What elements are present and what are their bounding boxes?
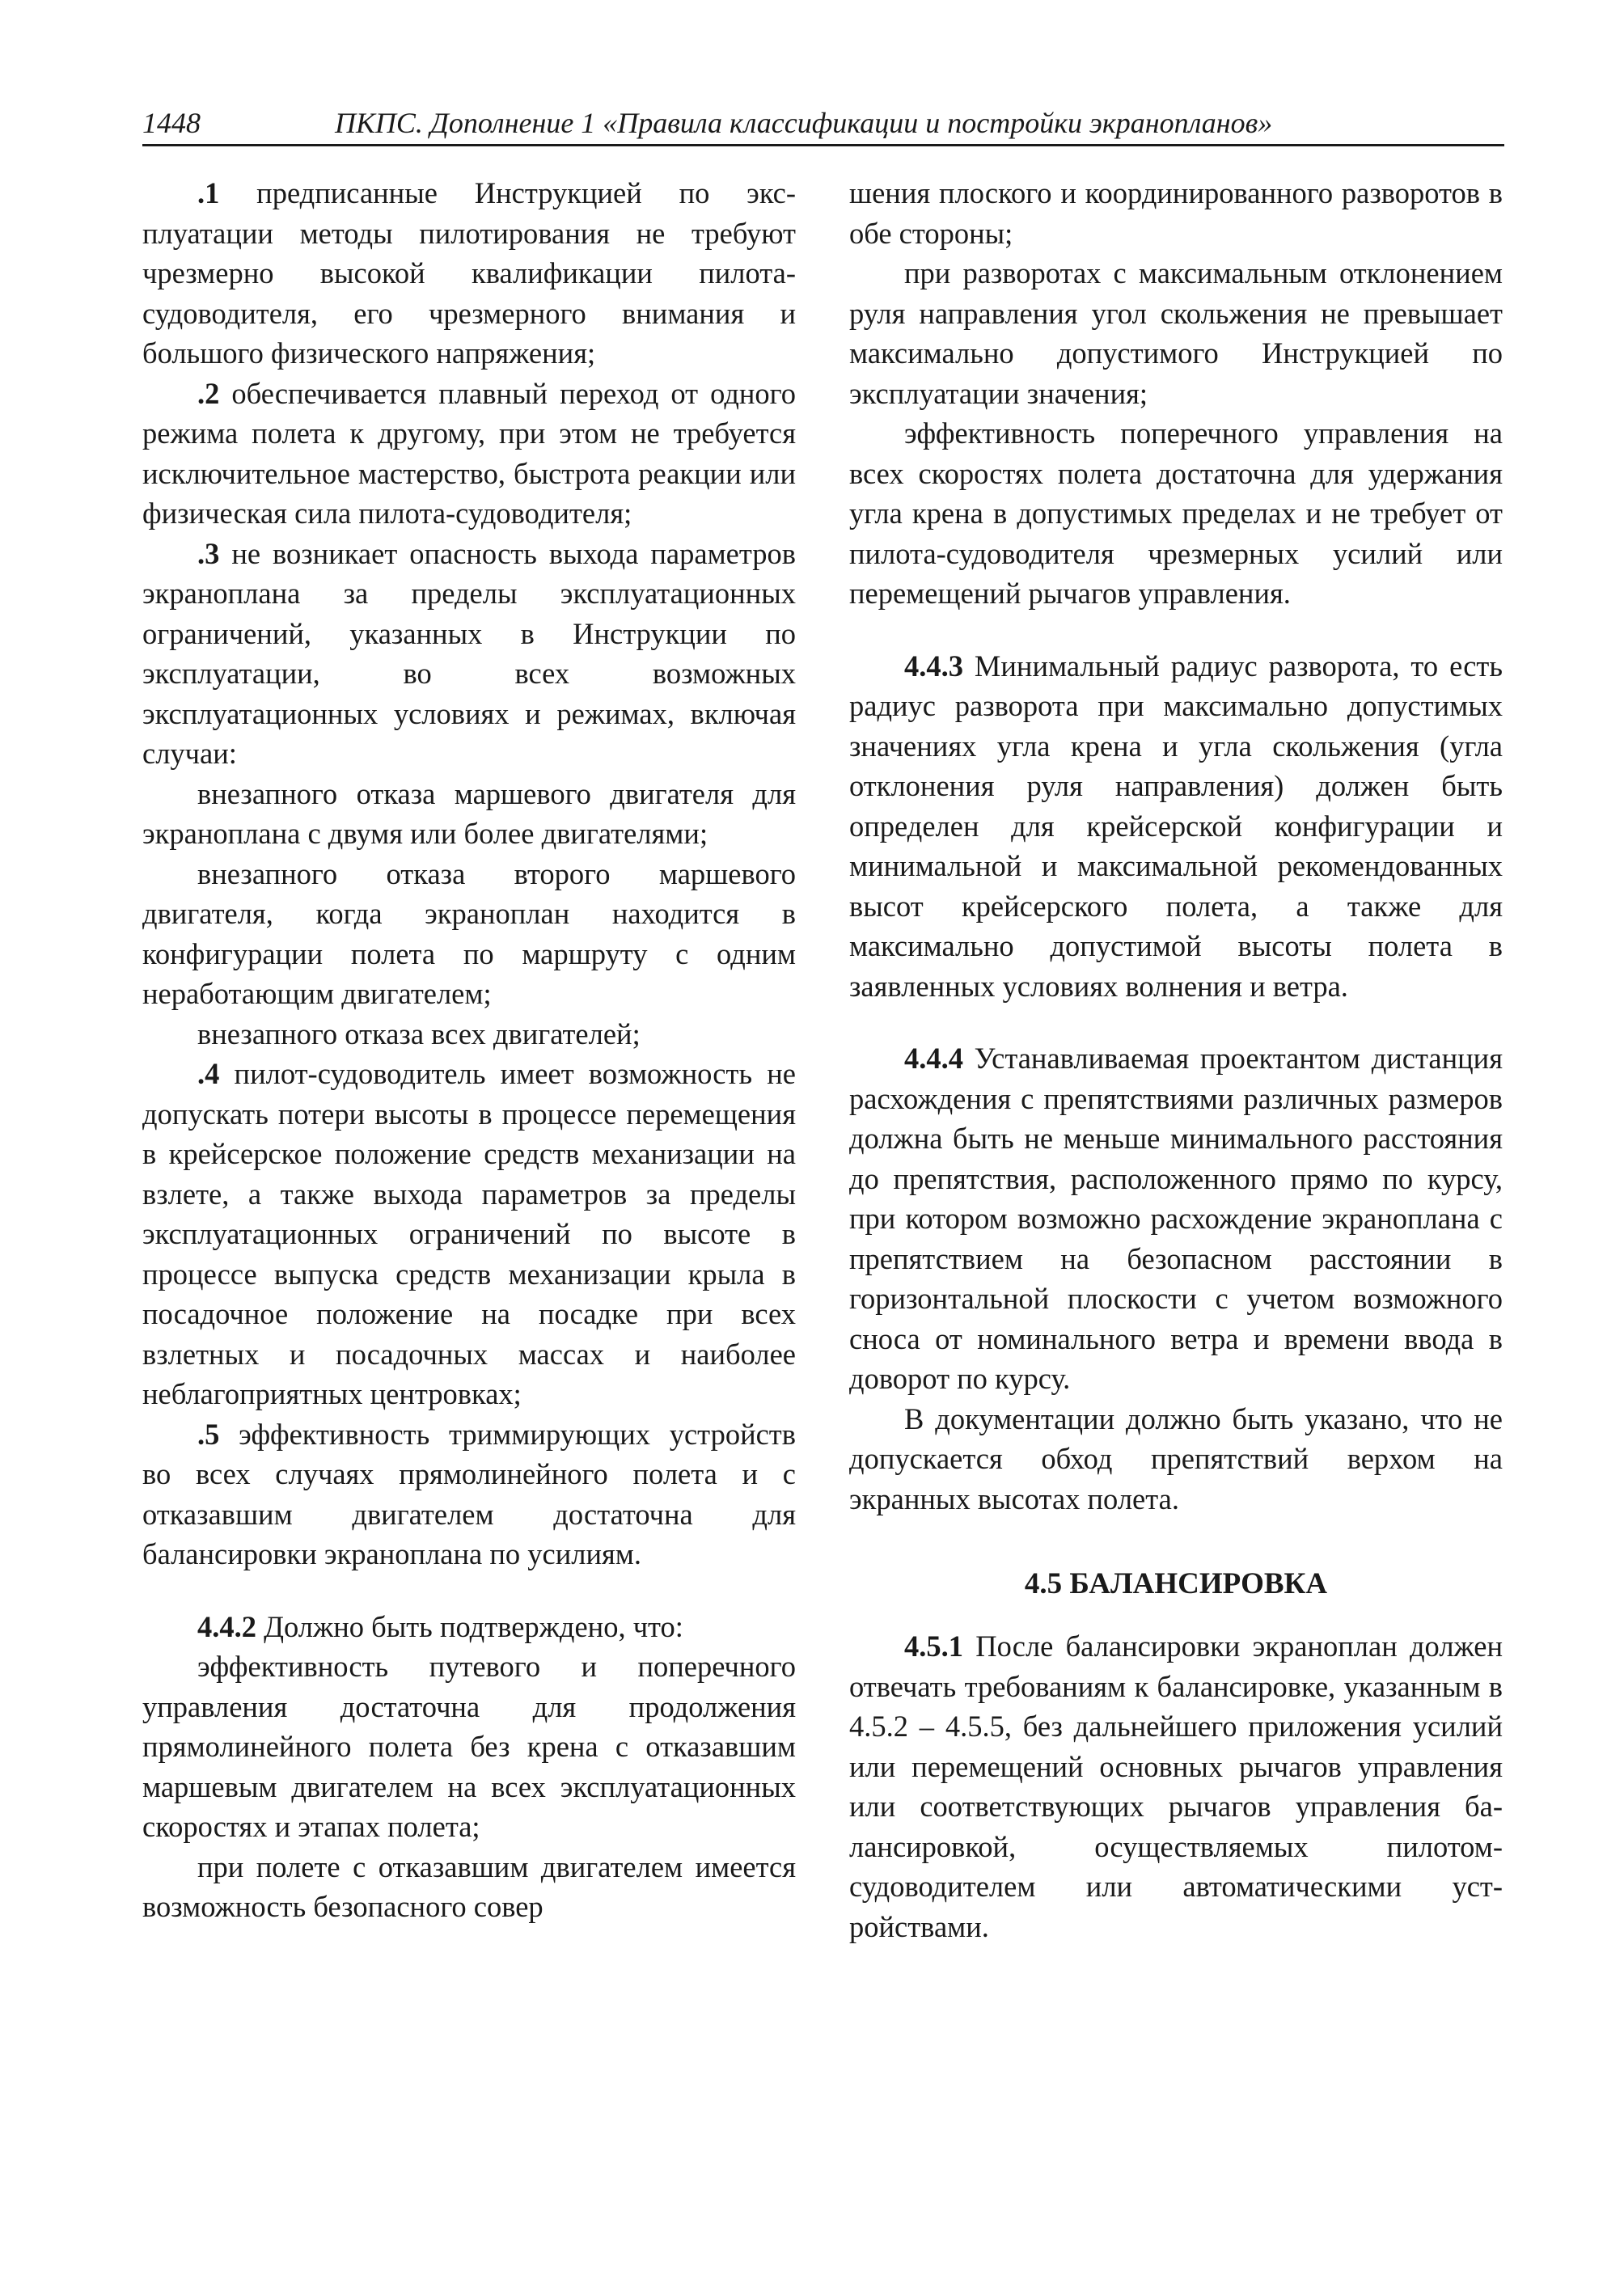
section-4-4-2 xyxy=(142,1607,796,1647)
item-2 xyxy=(142,374,796,534)
lateral-control-paragraph: эффективность поперечного управления на всех скоростях полета достаточна для удержания угла крена в допустимых пределах и не требует от пилота-судоводителя чрезмерных усилий или перемещений рычагов управления. xyxy=(849,416,1503,610)
section-text: Должно быть подтверждено, что: xyxy=(256,1609,683,1643)
item-1 xyxy=(142,173,796,374)
section-4-4-2-item-b: при полете с отказавшим двигателем имеется возможность безопасного совер xyxy=(142,1849,796,1923)
case-second-engine-failure: внезапного отказа второго маршевого двигателя, когда экраноплан находится в конфигурации полета по маршруту с одним неработающим двигателем; xyxy=(142,856,796,1010)
item-text: не возникает опасность выхода параметров экраноплана за пределы эксплуатационных ограничений, указанных в Инструкции по эксплуатации, во всех возможных эксплуатационных условиях и режимах, включая случаи: xyxy=(142,536,796,770)
case-engine-failure: внезапного отказа маршевого двигателя для экраноплана с двумя или более двигателями; xyxy=(142,776,796,850)
section-4-4-3 xyxy=(849,646,1503,1007)
documentation-paragraph: В документации должно быть указано, что не допускается обход препятствий верхом на экранных высотах полета. xyxy=(849,1401,1503,1515)
section-text: Устанавливаемая проектантом дистанция расхождения с препятствиями различных размеров должна быть не меньше минимального расстояния до препятствия, расположенного прямо по курсу, при котором возможно расхождение экраноплана с препятствием на безопасном расстоянии в горизонтальной плоскости с учетом возможного сноса от номинального ветра и времени ввода в доворот по курсу. xyxy=(849,1042,1503,1395)
item-number: .1 xyxy=(197,176,220,209)
item-text: эффективность триммирующих устройств во всех случаях прямолинейного полета и с отказавшим двигателем достаточна для балансировки экраноплана по усилиям. xyxy=(142,1417,796,1570)
right-column xyxy=(849,173,1503,1947)
continued-paragraph: шения плоского и координированного разворотов в обе стороны; xyxy=(849,176,1503,250)
item-number: .4 xyxy=(197,1057,220,1090)
item-5 xyxy=(142,1414,796,1575)
section-number: 4.4.4 xyxy=(904,1042,963,1075)
running-title: ПКПС. Дополнение 1 «Правила классификации и постройки экранопланов» xyxy=(335,107,1273,139)
section-4-4-2-item-a: эффективность путевого и поперечного управления достаточна для продолжения прямолинейного полета без крена с отказавшим маршевым двигателем на всех эксплуатационных скоростях и этапах полета; xyxy=(142,1650,796,1843)
left-column xyxy=(142,173,796,1927)
item-3 xyxy=(142,534,796,774)
page-number: 1448 xyxy=(142,107,201,139)
item-4 xyxy=(142,1054,796,1414)
item-text: предписанные Инструкцией по эксплуатации методы пилотирования не требуют чрезмерно высокой квалификации пилота-судоводителя, его чрезмерного внимания и большого физического напряжения; xyxy=(142,176,796,370)
page-header xyxy=(142,102,1504,146)
item-text: пилот-судоводитель имеет возможность не допускать потери высоты в процессе перемещения в крейсерское положение средств механизации на взлете, а также выхода параметров за пределы эксплуатационных ограничений по высоте в процессе выпуска средств механизации крыла в посадочное положение на посадке при всех взлетных и посадочных массах и наиболее неблагоприятных центровках; xyxy=(142,1057,796,1410)
section-text: Минимальный радиус разворота, то есть радиус разворота при максимально допустимых значениях угла крена и угла скольжения (угла отклонения руля направления) должен быть определен для крейсерской конфигурации и минимальной и максимальной рекомендованных высот крейсерского полета, а также для максимально допустимой высоты полета в заявленных условиях волнения и ветра. xyxy=(849,649,1503,1003)
item-number: .2 xyxy=(197,376,220,410)
rudder-paragraph: при разворотах с максимальным отклонением руля направления угол скольжения не превышает максимально допустимого Инструкцией по эксплуатации значения; xyxy=(849,256,1503,410)
section-4-4-4 xyxy=(849,1038,1503,1399)
item-text: обеспечивается плавный переход от одного режима полета к другому, при этом не требуется исключительное мастерство, быстрота реакции или физическая сила пилота-судоводителя; xyxy=(142,376,796,530)
item-number: .5 xyxy=(197,1417,220,1451)
section-number: 4.4.3 xyxy=(904,649,963,683)
item-number: .3 xyxy=(197,536,220,570)
section-heading-4-5: 4.5 БАЛАНСИРОВКА xyxy=(1024,1567,1328,1600)
section-number: 4.5.1 xyxy=(904,1629,963,1663)
case-all-engines-failure: внезапного отказа всех двигателей; xyxy=(197,1017,641,1050)
section-4-5-1 xyxy=(849,1626,1503,1947)
section-text: После балансировки экраноплан должен отвечать требованиям к балансировке, указанным в 4.5.2 – 4.5.5, без дальнейшего приложения усилий или перемещений основных рычагов управления или соответствующих рычагов управления балансировкой, осуществляемых пилотом-судоводителем или автоматическими устройствами. xyxy=(849,1629,1503,1943)
section-number: 4.4.2 xyxy=(197,1609,256,1643)
